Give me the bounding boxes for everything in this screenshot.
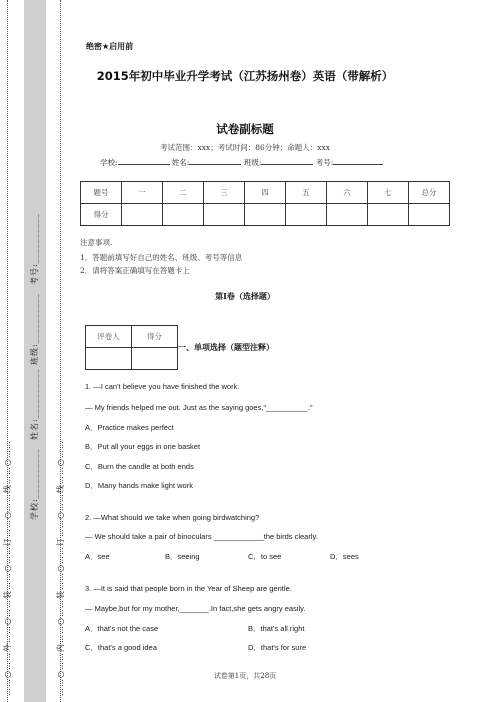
q1-option-b[interactable]: B．Put all your eggs in one basket	[85, 442, 201, 451]
note-item: 1．答题前填写好自己的姓名、班级、考号等信息	[80, 253, 243, 262]
exam-subtitle: 试卷副标题	[216, 122, 274, 136]
school-blank[interactable]	[118, 157, 170, 165]
outer-binding-label: ……○……外……○……装……○……订……○……线……○……	[3, 440, 12, 696]
q1-option-a[interactable]: A．Practice makes perfect	[85, 423, 174, 432]
score-cell[interactable]	[409, 204, 450, 226]
inner-binding-label: ……○……内……○……装……○……订……○……线……○……	[56, 440, 65, 696]
score-table-score-row	[81, 204, 450, 226]
score-cell[interactable]	[368, 204, 409, 226]
header-cell: 五	[286, 182, 327, 204]
student-info-line: 学校: 姓名: 班级: 考号:	[100, 157, 383, 168]
q3-reply: — Maybe,but for my mother,_______.In fact,she gets angry easily.	[85, 604, 306, 613]
grader-table	[85, 325, 178, 370]
q1-reply: — My friends helped me out. Just as the saying goes,"__________."	[85, 403, 313, 412]
margin-name-field: 姓名:__________	[30, 368, 39, 440]
class-blank[interactable]	[261, 157, 313, 165]
q1-option-d[interactable]: D．Many hands make light work	[85, 481, 193, 490]
score-table-header-row	[81, 182, 450, 204]
score-table	[80, 181, 450, 226]
notes-heading: 注意事项.	[80, 238, 113, 247]
exam-info: 考试范围：xxx；考试时间：86分钟；命题人：xxx	[160, 143, 330, 152]
score-cell[interactable]	[163, 204, 204, 226]
score-cell[interactable]	[245, 204, 286, 226]
q1-option-c[interactable]: C．Burn the candle at both ends	[85, 462, 194, 471]
score-label-cell: 得分	[81, 204, 122, 226]
score-cell[interactable]	[204, 204, 245, 226]
margin-id-field: 考号:__________	[30, 213, 39, 285]
exam-title: 2015年初中毕业升学考试（江苏扬州卷）英语（带解析）	[96, 69, 394, 83]
score-cell[interactable]	[327, 204, 368, 226]
header-cell: 三	[204, 182, 245, 204]
q2-option-d[interactable]: D．sees	[330, 552, 359, 561]
grader-score-label: 得分	[132, 326, 178, 348]
header-cell: 题号	[81, 182, 122, 204]
score-cell[interactable]	[286, 204, 327, 226]
note-item: 2．请将答案正确填写在答题卡上	[80, 266, 190, 275]
q2-reply: — We should take a pair of binoculars ____________the birds clearly.	[85, 532, 318, 541]
header-cell: 一	[122, 182, 163, 204]
name-blank[interactable]	[189, 157, 241, 165]
q2-option-b[interactable]: B．seeing	[165, 552, 200, 561]
q2-option-c[interactable]: C．to see	[248, 552, 282, 561]
binding-margin	[0, 0, 70, 702]
q3-option-b[interactable]: B．that's all right	[248, 624, 305, 633]
header-cell: 四	[245, 182, 286, 204]
page-footer: 试卷第1页，共28页	[213, 672, 277, 680]
section-heading: 一、单项选择（题型注释）	[178, 342, 274, 352]
confidential-mark: 绝密★启用前	[86, 42, 134, 51]
q3-stem: 3. —It is said that people born in the Year of Sheep are gentle.	[85, 584, 292, 593]
margin-school-field: 学校:__________	[30, 448, 39, 520]
q3-option-d[interactable]: D．that's for sure	[248, 643, 307, 652]
q3-option-c[interactable]: C．that's a good idea	[85, 643, 157, 652]
grader-label: 评卷人	[86, 326, 132, 348]
id-blank[interactable]	[333, 157, 383, 165]
part-title: 第I卷（选择题）	[215, 291, 275, 301]
score-cell[interactable]	[122, 204, 163, 226]
q2-stem: 2. —What should we take when going birdwatching?	[85, 513, 260, 522]
q2-option-a[interactable]: A．see	[85, 552, 110, 561]
q3-option-a[interactable]: A．that's not the case	[85, 624, 159, 633]
header-cell: 二	[163, 182, 204, 204]
grader-score-cell[interactable]	[132, 348, 178, 370]
q1-stem: 1. —I can't believe you have finished the work.	[85, 382, 240, 391]
header-cell: 七	[368, 182, 409, 204]
header-cell: 六	[327, 182, 368, 204]
grader-cell[interactable]	[86, 348, 132, 370]
header-cell: 总分	[409, 182, 450, 204]
margin-class-field: 班级:__________	[30, 293, 39, 365]
